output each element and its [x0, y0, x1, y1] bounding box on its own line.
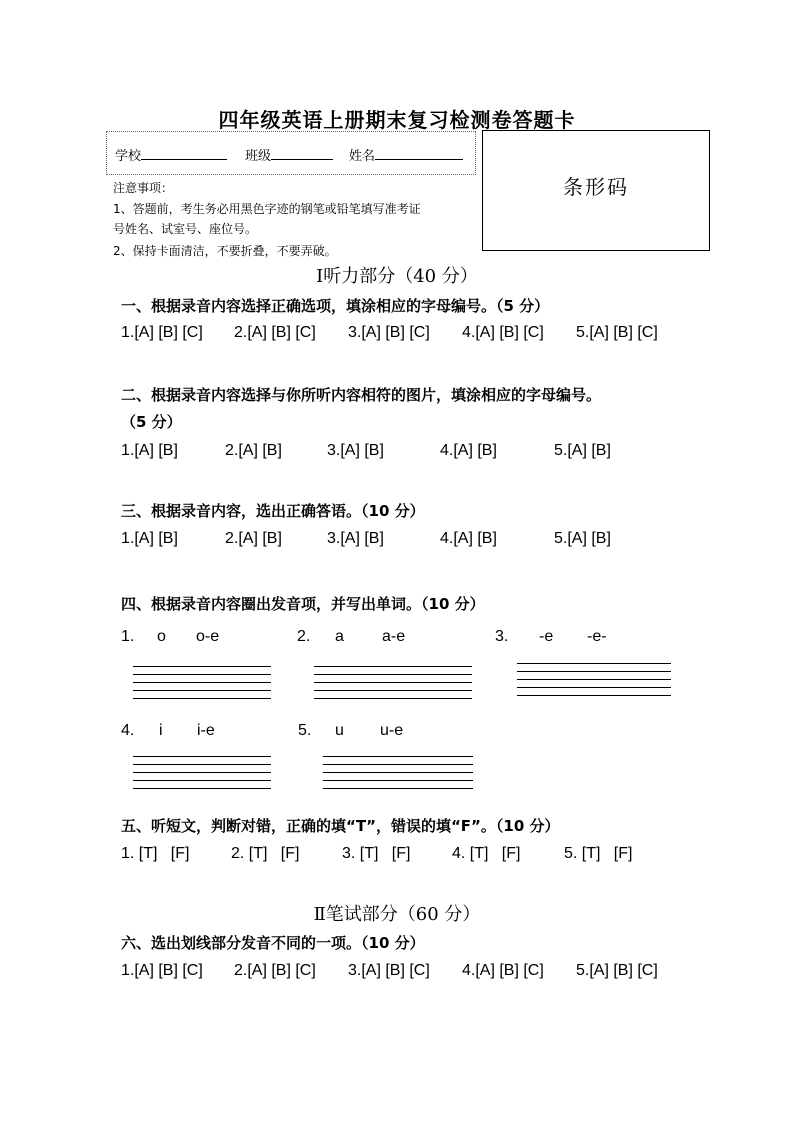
answer-option[interactable]: 3.[A] [B] [C] — [348, 962, 430, 979]
sound-option[interactable]: a — [335, 628, 344, 645]
section-2-answers — [121, 442, 721, 464]
section-2-heading: 二、根据录音内容选择与你所听内容相符的图片，填涂相应的字母编号。 — [121, 386, 602, 404]
barcode-box — [482, 130, 710, 251]
true-false-option[interactable]: 3. [T] [F] — [342, 845, 411, 862]
sound-option[interactable]: u — [335, 722, 344, 739]
section-2-score: （5 分） — [121, 413, 182, 431]
answer-option[interactable]: 1.[A] [B] — [121, 530, 178, 547]
section-5-heading: 五、听短文，判断对错，正确的填“T”，错误的填“F”。（10 分） — [121, 817, 560, 835]
section-5-answers — [121, 845, 721, 867]
answer-option[interactable]: 5.[A] [B] [C] — [576, 962, 658, 979]
section-1-answers — [121, 324, 721, 346]
school-field[interactable]: 学校 — [115, 145, 227, 164]
sound-option[interactable]: -e- — [587, 628, 607, 645]
section-3-answers — [121, 530, 721, 552]
answer-option[interactable]: 4.[A] [B] — [440, 442, 497, 459]
answer-option[interactable]: 1.[A] [B] [C] — [121, 962, 203, 979]
answer-option[interactable]: 4.[A] [B] [C] — [462, 324, 544, 341]
answer-option[interactable]: 5.[A] [B] — [554, 530, 611, 547]
answer-option[interactable]: 1.[A] [B] [C] — [121, 324, 203, 341]
item-number: 3. — [495, 628, 509, 645]
item-number: 1. — [121, 628, 135, 645]
page-title: 四年级英语上册期末复习检测卷答题卡 — [218, 108, 576, 132]
section-3-heading: 三、根据录音内容，选出正确答语。（10 分） — [121, 502, 425, 520]
student-info-box — [106, 131, 476, 175]
true-false-option[interactable]: 1. [T] [F] — [121, 845, 190, 862]
answer-option[interactable]: 4.[A] [B] — [440, 530, 497, 547]
sound-option[interactable]: i-e — [197, 722, 215, 739]
answer-option[interactable]: 2.[A] [B] — [225, 530, 282, 547]
section-1-heading: 一、根据录音内容选择正确选项，填涂相应的字母编号。（5 分） — [121, 297, 550, 315]
part-1-title: Ⅰ听力部分（40 分） — [316, 266, 478, 287]
notes-line: 1、答题前，考生务必用黑色字迹的钢笔或铅笔填写准考证 — [113, 202, 421, 216]
answer-option[interactable]: 3.[A] [B] [C] — [348, 324, 430, 341]
section-4-items — [121, 628, 721, 798]
sound-option[interactable]: -e — [539, 628, 554, 645]
sound-option[interactable]: i — [159, 722, 163, 739]
answer-option[interactable]: 4.[A] [B] [C] — [462, 962, 544, 979]
section-6-answers — [121, 962, 721, 984]
answer-option[interactable]: 5.[A] [B] [C] — [576, 324, 658, 341]
name-field[interactable]: 姓名 — [349, 145, 463, 164]
sound-option[interactable]: o — [157, 628, 166, 645]
barcode-label: 条形码 — [563, 175, 629, 199]
section-6-heading: 六、选出划线部分发音不同的一项。（10 分） — [121, 934, 425, 952]
answer-option[interactable]: 3.[A] [B] — [327, 530, 384, 547]
sound-option[interactable]: a-e — [382, 628, 406, 645]
section-4-heading: 四、根据录音内容圈出发音项，并写出单词。（10 分） — [121, 595, 485, 613]
answer-option[interactable]: 2.[A] [B] [C] — [234, 324, 316, 341]
part-2-title: Ⅱ笔试部分（60 分） — [313, 904, 481, 925]
answer-option[interactable]: 3.[A] [B] — [327, 442, 384, 459]
answer-option[interactable]: 5.[A] [B] — [554, 442, 611, 459]
item-number: 5. — [298, 722, 312, 739]
answer-option[interactable]: 2.[A] [B] [C] — [234, 962, 316, 979]
item-number: 2. — [297, 628, 311, 645]
notes-heading: 注意事项： — [113, 181, 174, 195]
class-field[interactable]: 班级 — [245, 145, 333, 164]
answer-option[interactable]: 2.[A] [B] — [225, 442, 282, 459]
true-false-option[interactable]: 2. [T] [F] — [231, 845, 300, 862]
answer-option[interactable]: 1.[A] [B] — [121, 442, 178, 459]
notes-line: 2、保持卡面清洁，不要折叠，不要弄破。 — [113, 244, 337, 258]
true-false-option[interactable]: 4. [T] [F] — [452, 845, 521, 862]
notes-line: 号姓名、试室号、座位号。 — [113, 222, 258, 236]
sound-option[interactable]: u-e — [380, 722, 404, 739]
sound-option[interactable]: o-e — [196, 628, 220, 645]
item-number: 4. — [121, 722, 135, 739]
true-false-option[interactable]: 5. [T] [F] — [564, 845, 633, 862]
